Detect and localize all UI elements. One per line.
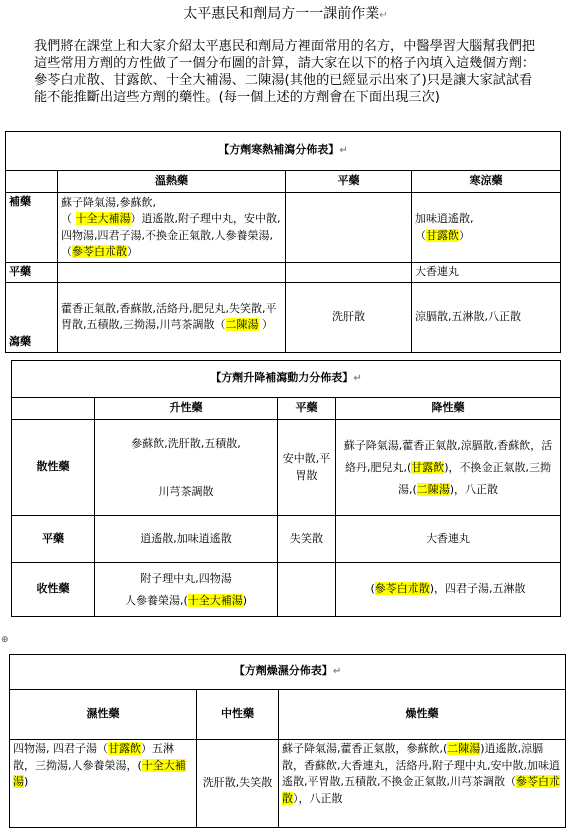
highlight-formula: 十全大補湯 xyxy=(187,593,243,607)
table1-row-label-purge: 瀉藥 xyxy=(6,282,58,352)
table3-cell-dry: 蘇子降氣湯,藿香正氣散，參蘇飲,(二陳湯)逍遙散,涼膈散，香蘇飲,大香連丸，活絡丹,附子理中丸,安中散,加味逍遙散,平胃散,五積散,不換金正氣散,川芎茶調散（參苓白朮散），八正散 xyxy=(279,740,566,828)
table2-cell-astringe-descend: (參苓白朮散)，四君子湯,五淋散 xyxy=(336,563,561,617)
highlight-formula: 甘露飲 xyxy=(411,460,445,474)
table2-row-label-neutral: 平藥 xyxy=(12,516,95,563)
table1-cell-neutral-cold: 大香連丸 xyxy=(412,263,561,283)
table1-cell-purge-neutral: 洗肝散 xyxy=(286,282,412,352)
highlight-formula: 參苓白朮散 xyxy=(374,582,430,596)
table1-cell-tonify-cold: 加味逍遙散, （甘露飲） xyxy=(412,193,561,263)
table2-cell-disperse-neutral: 安中散,平胃散 xyxy=(278,420,336,516)
highlight-formula: 參苓白朮散 xyxy=(282,775,560,805)
table1-header-cold: 寒涼藥 xyxy=(412,171,561,193)
table2-header-neutral: 平藥 xyxy=(278,398,336,420)
table3-header-wet: 濕性藥 xyxy=(10,690,197,740)
highlight-formula: 二陳湯 xyxy=(447,742,481,755)
table-dry-wet xyxy=(9,654,566,828)
table2-cell-disperse-descend: 蘇子降氣湯,藿香正氣散,涼膈散,香蘇飲，活絡丹,肥兒丸,(甘露飲)，不換金正氣散,三拗湯,(二陳湯)，八正散 xyxy=(336,420,561,516)
table2-header-ascend: 升性藥 xyxy=(95,398,278,420)
table-ascend-descend xyxy=(11,360,561,617)
highlight-formula: 十全大補湯 xyxy=(13,758,186,788)
table1-cell-tonify-neutral xyxy=(286,193,412,263)
table1-row-label-neutral: 平藥 xyxy=(6,263,58,283)
table2-cell-disperse-ascend: 參蘇飲,洗肝散,五積散, 川芎茶調散 xyxy=(95,420,278,516)
table2-row-label-astringe: 收性藥 xyxy=(12,563,95,617)
table2-cell-neutral-neutral: 失笑散 xyxy=(278,516,336,563)
table1-header-warm: 溫熱藥 xyxy=(58,171,286,193)
table1-cell-purge-warm: 藿香正氣散,香蘇散,活絡丹,肥兒丸,失笑散,平胃散,五積散,三拗湯,川芎茶調散（二陳湯 ） xyxy=(58,282,286,352)
highlight-formula: 二陳湯 xyxy=(225,318,259,331)
page-title: 太平惠民和劑局方一一課前作業↵ xyxy=(183,6,388,22)
table-anchor-icon[interactable]: ⊕ xyxy=(1,635,9,645)
table2-cell-astringe-ascend: 附子理中丸,四物湯 人參養榮湯,(十全大補湯) xyxy=(95,563,278,617)
highlight-formula: 二陳湯 xyxy=(416,482,450,496)
table3-cell-wet: 四物湯, 四君子湯（甘露飲）五淋散，三拗湯,人參養榮湯，(十全大補湯) xyxy=(10,740,197,828)
table2-cell-astringe-neutral xyxy=(278,563,336,617)
intro-paragraph: 我們將在課堂上和大家介紹太平惠民和劑局方裡面常用的名方，中醫學習大腦幫我們把這些常用方劑的方性做了一個分布圖的計算，請大家在以下的格子內填入這幾個方劑：參苓白朮散、甘露飲、十全大補湯、二陳湯(其他的已經显示出來了)只是讓大家試試看能不能推斷出這些方劑的藥性。(每一個上述的方劑會在下面出現三次) xyxy=(34,39,536,105)
table3-header-dry: 燥性藥 xyxy=(279,690,566,740)
table3-title: 【方劑燥濕分佈表】↵ xyxy=(10,655,566,690)
table1-row-label-tonify: 補藥 xyxy=(6,193,58,263)
table1-cell-neutral-neutral xyxy=(286,263,412,283)
table1-cell-neutral-warm xyxy=(58,263,286,283)
table-cold-hot xyxy=(5,131,561,353)
table3-cell-neutral: 洗肝散,失笑散 xyxy=(197,740,279,828)
highlight-formula: 甘露飲 xyxy=(108,742,141,755)
table2-corner xyxy=(12,398,95,420)
highlight-formula: 十全大補湯 xyxy=(75,212,131,225)
table2-header-descend: 降性藥 xyxy=(336,398,561,420)
table1-corner xyxy=(6,171,58,193)
table2-row-label-disperse: 散性藥 xyxy=(12,420,95,516)
table1-title: 【方劑寒熱補瀉分佈表】↵ xyxy=(6,132,561,171)
table2-cell-neutral-ascend: 逍遙散,加味逍遙散 xyxy=(95,516,278,563)
highlight-formula: 參苓白朮散 xyxy=(72,245,127,258)
table2-title: 【方劑升降補瀉動力分佈表】↵ xyxy=(12,361,561,398)
highlight-formula: 甘露飲 xyxy=(426,228,459,242)
table3-header-neutral: 中性藥 xyxy=(197,690,279,740)
table1-header-neutral: 平藥 xyxy=(286,171,412,193)
table2-cell-neutral-descend: 大香連丸 xyxy=(336,516,561,563)
table1-cell-tonify-warm: 蘇子降氣湯,參蘇飲, （ 十全大補湯）逍遙散,附子理中丸，安中散,四物湯,四君子湯,不換金正氣散,人參養榮湯,（參苓白朮散） xyxy=(58,193,286,263)
table1-cell-purge-cold: 涼膈散,五淋散,八正散 xyxy=(412,282,561,352)
